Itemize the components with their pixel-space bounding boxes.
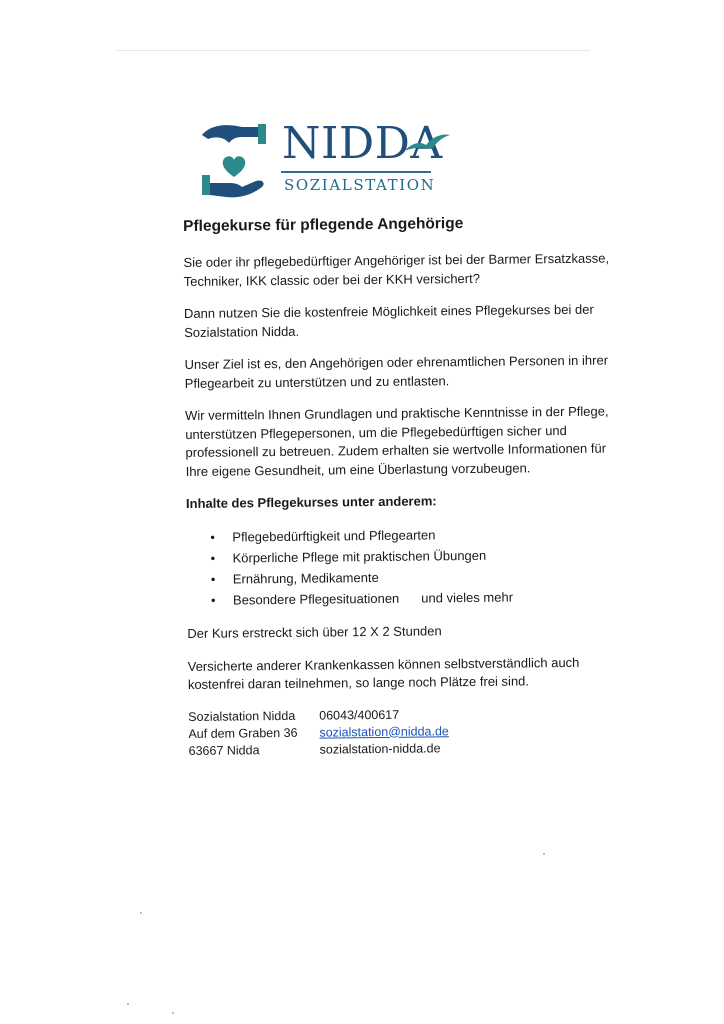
other-insured-text: Versicherte anderer Krankenkassen können selbstverständlich auch kostenfrei daran teilnehmen, so lange noch Plätze frei sind. [187,654,580,692]
contact-street: Auf dem Graben 36 [188,725,298,741]
bird-icon [402,131,452,157]
address-column [188,707,320,759]
list-item: • Körperliche Pflege mit praktischen Übungen [210,543,616,568]
list-item: • Ernährung, Medikamente [211,564,617,589]
logo [196,115,456,203]
contents-list [186,522,617,610]
contents-extra: und vieles mehr [421,589,514,606]
logo-divider [281,171,431,173]
paragraph-insurance: Sie oder ihr pflegebedürftiger Angehöriger ist bei der Barmer Ersatzkasse, Techniker, IKK classic oder bei der KKH versichert? [183,250,610,289]
paragraph-content: Wir vermitteln Ihnen Grundlagen und praktische Kenntnisse in der Pflege, unterstützen Pflegepersonen, um die Pflegebedürftigen sicher und professionell zu betreuen. Zudem erhalten sie wertvolle Informationen für Ihre eigene Gesundheit, um eine Überlastung vorzubeugen. [185,403,609,479]
contact-column [319,706,449,758]
email-link[interactable]: sozialstation@nidda.de [319,723,449,740]
logo-name: NIDDA [282,118,443,169]
paragraph-offer: Dann nutzen Sie die kostenfreie Möglichkeit eines Pflegekurses bei der Sozialstation Nidda. [183,301,594,340]
website-text: sozialstation-nidda.de [319,740,441,757]
hands-heart-icon [196,115,272,203]
document-body [183,212,619,759]
scan-edge-line [115,50,590,51]
page-title: Pflegekurse für pflegende Angehörige [183,215,464,235]
contact-city: 63667 Nidda [188,742,260,758]
scan-speck [172,1012,174,1014]
list-item: • Pflegebedürftigkeit und Pflegearten [210,522,616,547]
scan-speck [543,853,545,855]
list-item: • Besondere Pflegesituationen und vieles mehr [211,585,617,610]
logo-subtitle: SOZIALSTATION [284,176,436,194]
contact-block [188,704,619,760]
scan-speck [140,912,142,914]
paragraph-goal: Unser Ziel ist es, den Angehörigen oder ehrenamtlichen Personen in ihrer Pflegearbeit zu unterstützen und zu entlasten. [184,352,609,391]
scan-speck [127,1003,129,1005]
contact-phone: 06043/400617 [319,707,400,723]
contents-heading: Inhalte des Pflegekurses unter anderem: [185,493,437,511]
contact-name: Sozialstation Nidda [188,708,296,724]
duration-text: Der Kurs erstreckt sich über 12 X 2 Stunden [187,623,442,641]
